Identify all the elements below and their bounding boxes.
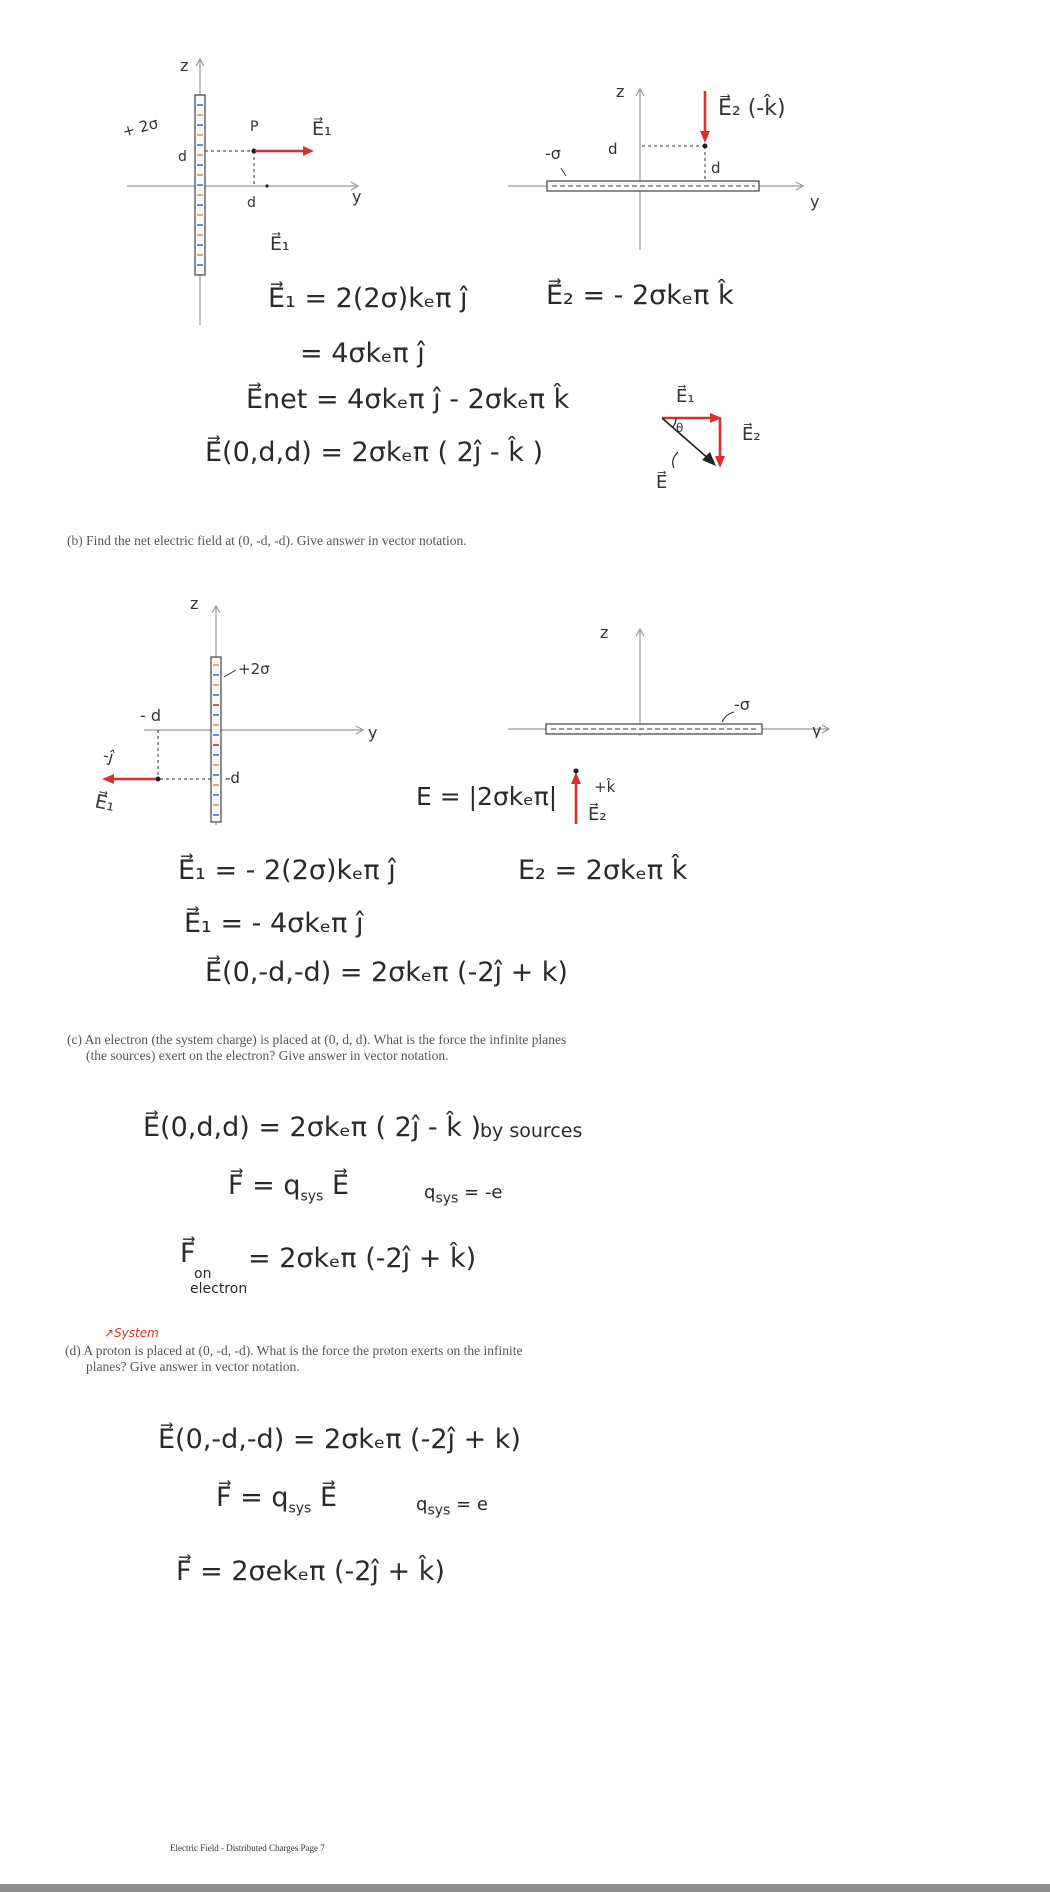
part-c-eq-result: = 2σkₑπ (-2ĵ + k̂) bbox=[248, 1243, 477, 1274]
part-b-eq-e1-simplified: E⃗₁ = - 4σkₑπ ĵ bbox=[184, 908, 364, 939]
top-d-label: d bbox=[608, 140, 618, 158]
part-c-eq-force bbox=[228, 1170, 349, 1204]
sheet-charge-label: +2σ bbox=[238, 660, 270, 678]
qsys-symbol: q bbox=[424, 1182, 436, 1203]
part-a-eq-e1: E⃗₁ = 2(2σ)kₑπ ĵ bbox=[268, 283, 468, 314]
z-axis-label: z bbox=[180, 56, 189, 75]
plus-k-label: +k̂ bbox=[594, 778, 616, 796]
part-d-eq-result: F⃗ = 2σekₑπ (-2ĵ + k̂) bbox=[176, 1556, 445, 1587]
window-bottom-bar bbox=[0, 1884, 1050, 1892]
e1-arrow-label: E⃗₁ bbox=[312, 118, 332, 140]
y-axis-label: y bbox=[368, 723, 378, 742]
part-a-right-diagram bbox=[500, 75, 840, 255]
part-d-eq-field: E⃗(0,-d,-d) = 2σkₑπ (-2ĵ + k) bbox=[158, 1424, 521, 1455]
qsys-sub: sys bbox=[435, 1190, 459, 1207]
field-arrow-e2-head bbox=[571, 772, 581, 784]
part-d-question-line1: (d) A proton is placed at (0, -d, -d). What is the force the proton exerts on the infinite bbox=[65, 1343, 523, 1358]
system-annotation-text: System bbox=[114, 1326, 159, 1340]
force-eq-lhs: F⃗ = q bbox=[228, 1170, 301, 1201]
e2-label: E⃗₂ bbox=[742, 424, 761, 445]
side-d-label: d bbox=[711, 159, 721, 177]
field-point bbox=[156, 777, 161, 782]
y-axis-label: y bbox=[812, 721, 822, 738]
part-d-question-line2: planes? Give answer in vector notation. bbox=[86, 1359, 300, 1374]
sheet-charge-label: + 2σ bbox=[120, 114, 161, 141]
part-b-question: (b) Find the net electric field at (0, -d, -d). Give answer in vector notation. bbox=[67, 533, 467, 548]
part-c-eq-field: E⃗(0,d,d) = 2σkₑπ ( 2ĵ - k̂ ) bbox=[143, 1112, 482, 1143]
page-footer: Electric Field - Distributed Charges Page 7 bbox=[170, 1843, 325, 1853]
part-b-e2-arrow bbox=[562, 760, 652, 830]
part-b-eq-e1: E⃗₁ = - 2(2σ)kₑπ ĵ bbox=[178, 855, 396, 886]
e2-component-arrow-head bbox=[715, 456, 725, 468]
part-b-eq-final: E⃗(0,-d,-d) = 2σkₑπ (-2ĵ + k) bbox=[205, 957, 568, 988]
part-a-eq-final: E⃗(0,d,d) = 2σkₑπ ( 2ĵ - k̂ ) bbox=[205, 437, 544, 468]
e2-arrow-label: E⃗₂ bbox=[588, 804, 607, 825]
part-c-qsys bbox=[424, 1182, 502, 1207]
theta-label: θ bbox=[676, 421, 684, 435]
field-arrow-e1-head bbox=[303, 146, 314, 156]
y-axis-label: y bbox=[352, 187, 362, 206]
qsys-rhs: = e bbox=[456, 1494, 488, 1515]
system-annotation-arrow: ↗ bbox=[104, 1326, 115, 1340]
e-label-pointer bbox=[673, 452, 678, 468]
point-p-label: P bbox=[250, 119, 259, 135]
neg-d-horizontal-label: - d bbox=[140, 706, 162, 725]
charged-sheet bbox=[211, 657, 221, 822]
force-eq-sys-sub: sys bbox=[300, 1188, 324, 1205]
force-eq-e-vector: E⃗ bbox=[319, 1482, 337, 1513]
e1-below-label: E⃗₁ bbox=[270, 233, 290, 255]
e2-arrow-label: E⃗₂ (-k̂) bbox=[718, 96, 786, 121]
z-axis-label: z bbox=[616, 82, 625, 101]
y-axis-label: y bbox=[810, 192, 820, 211]
e-label: E⃗ bbox=[656, 472, 668, 493]
vertical-d-label: d bbox=[178, 149, 187, 165]
net-field-arrow bbox=[662, 418, 710, 460]
part-c-question-line1: (c) An electron (the system charge) is placed at (0, d, d). What is the force the infinite planes bbox=[67, 1032, 567, 1047]
qsys-sub: sys bbox=[427, 1502, 451, 1519]
part-b-eq-e2: E₂ = 2σkₑπ k̂ bbox=[518, 855, 688, 886]
part-b-right-diagram bbox=[500, 618, 840, 738]
field-arrow-e1-head bbox=[102, 774, 114, 784]
e1-label: E⃗₁ bbox=[676, 386, 695, 407]
part-a-eq-enet: E⃗net = 4σkₑπ ĵ - 2σkₑπ k̂ bbox=[246, 384, 570, 415]
qsys-rhs: = -e bbox=[464, 1182, 503, 1203]
sheet-label-pointer bbox=[561, 168, 566, 176]
part-a-eq-e1-simplified: = 4σkₑπ ĵ bbox=[300, 338, 425, 369]
part-a-eq-e2: E⃗₂ = - 2σkₑπ k̂ bbox=[546, 280, 734, 311]
part-b-left-diagram bbox=[90, 595, 400, 835]
point-d-tick bbox=[265, 184, 268, 187]
sheet-charge-label: -σ bbox=[545, 144, 561, 163]
part-c-f-symbol: F⃗ bbox=[180, 1238, 196, 1269]
sheet-charge-label: -σ bbox=[734, 695, 750, 714]
force-eq-lhs: F⃗ = q bbox=[216, 1482, 289, 1513]
horizontal-d-label: d bbox=[247, 195, 256, 211]
part-d-qsys bbox=[416, 1494, 488, 1519]
neg-j-unit-label: -ĵ bbox=[100, 745, 116, 767]
field-point bbox=[574, 769, 579, 774]
force-eq-e-vector: E⃗ bbox=[331, 1170, 349, 1201]
part-c-by-sources: by sources bbox=[480, 1120, 583, 1142]
part-d-eq-force bbox=[216, 1482, 337, 1516]
z-axis-label: z bbox=[600, 623, 609, 642]
z-axis-label: z bbox=[190, 595, 199, 613]
e1-arrow-label: E⃗₁ bbox=[92, 790, 117, 816]
sheet-label-pointer bbox=[722, 712, 734, 722]
part-c-f-sub-on: on bbox=[194, 1266, 212, 1282]
field-arrow-e2-head bbox=[700, 131, 710, 143]
sheet-label-pointer bbox=[224, 670, 236, 677]
neg-d-vertical-label: -d bbox=[225, 769, 240, 787]
part-b-magnitude: E = |2σkₑπ| bbox=[416, 782, 558, 811]
qsys-symbol: q bbox=[416, 1494, 428, 1515]
part-d-system-annotation bbox=[104, 1326, 159, 1340]
field-point bbox=[703, 144, 708, 149]
part-a-vector-diagram bbox=[640, 360, 780, 500]
force-eq-sys-sub: sys bbox=[288, 1500, 312, 1517]
part-c-f-sub-electron: electron bbox=[190, 1281, 248, 1297]
part-c-question-line2: (the sources) exert on the electron? Give answer in vector notation. bbox=[86, 1048, 449, 1063]
